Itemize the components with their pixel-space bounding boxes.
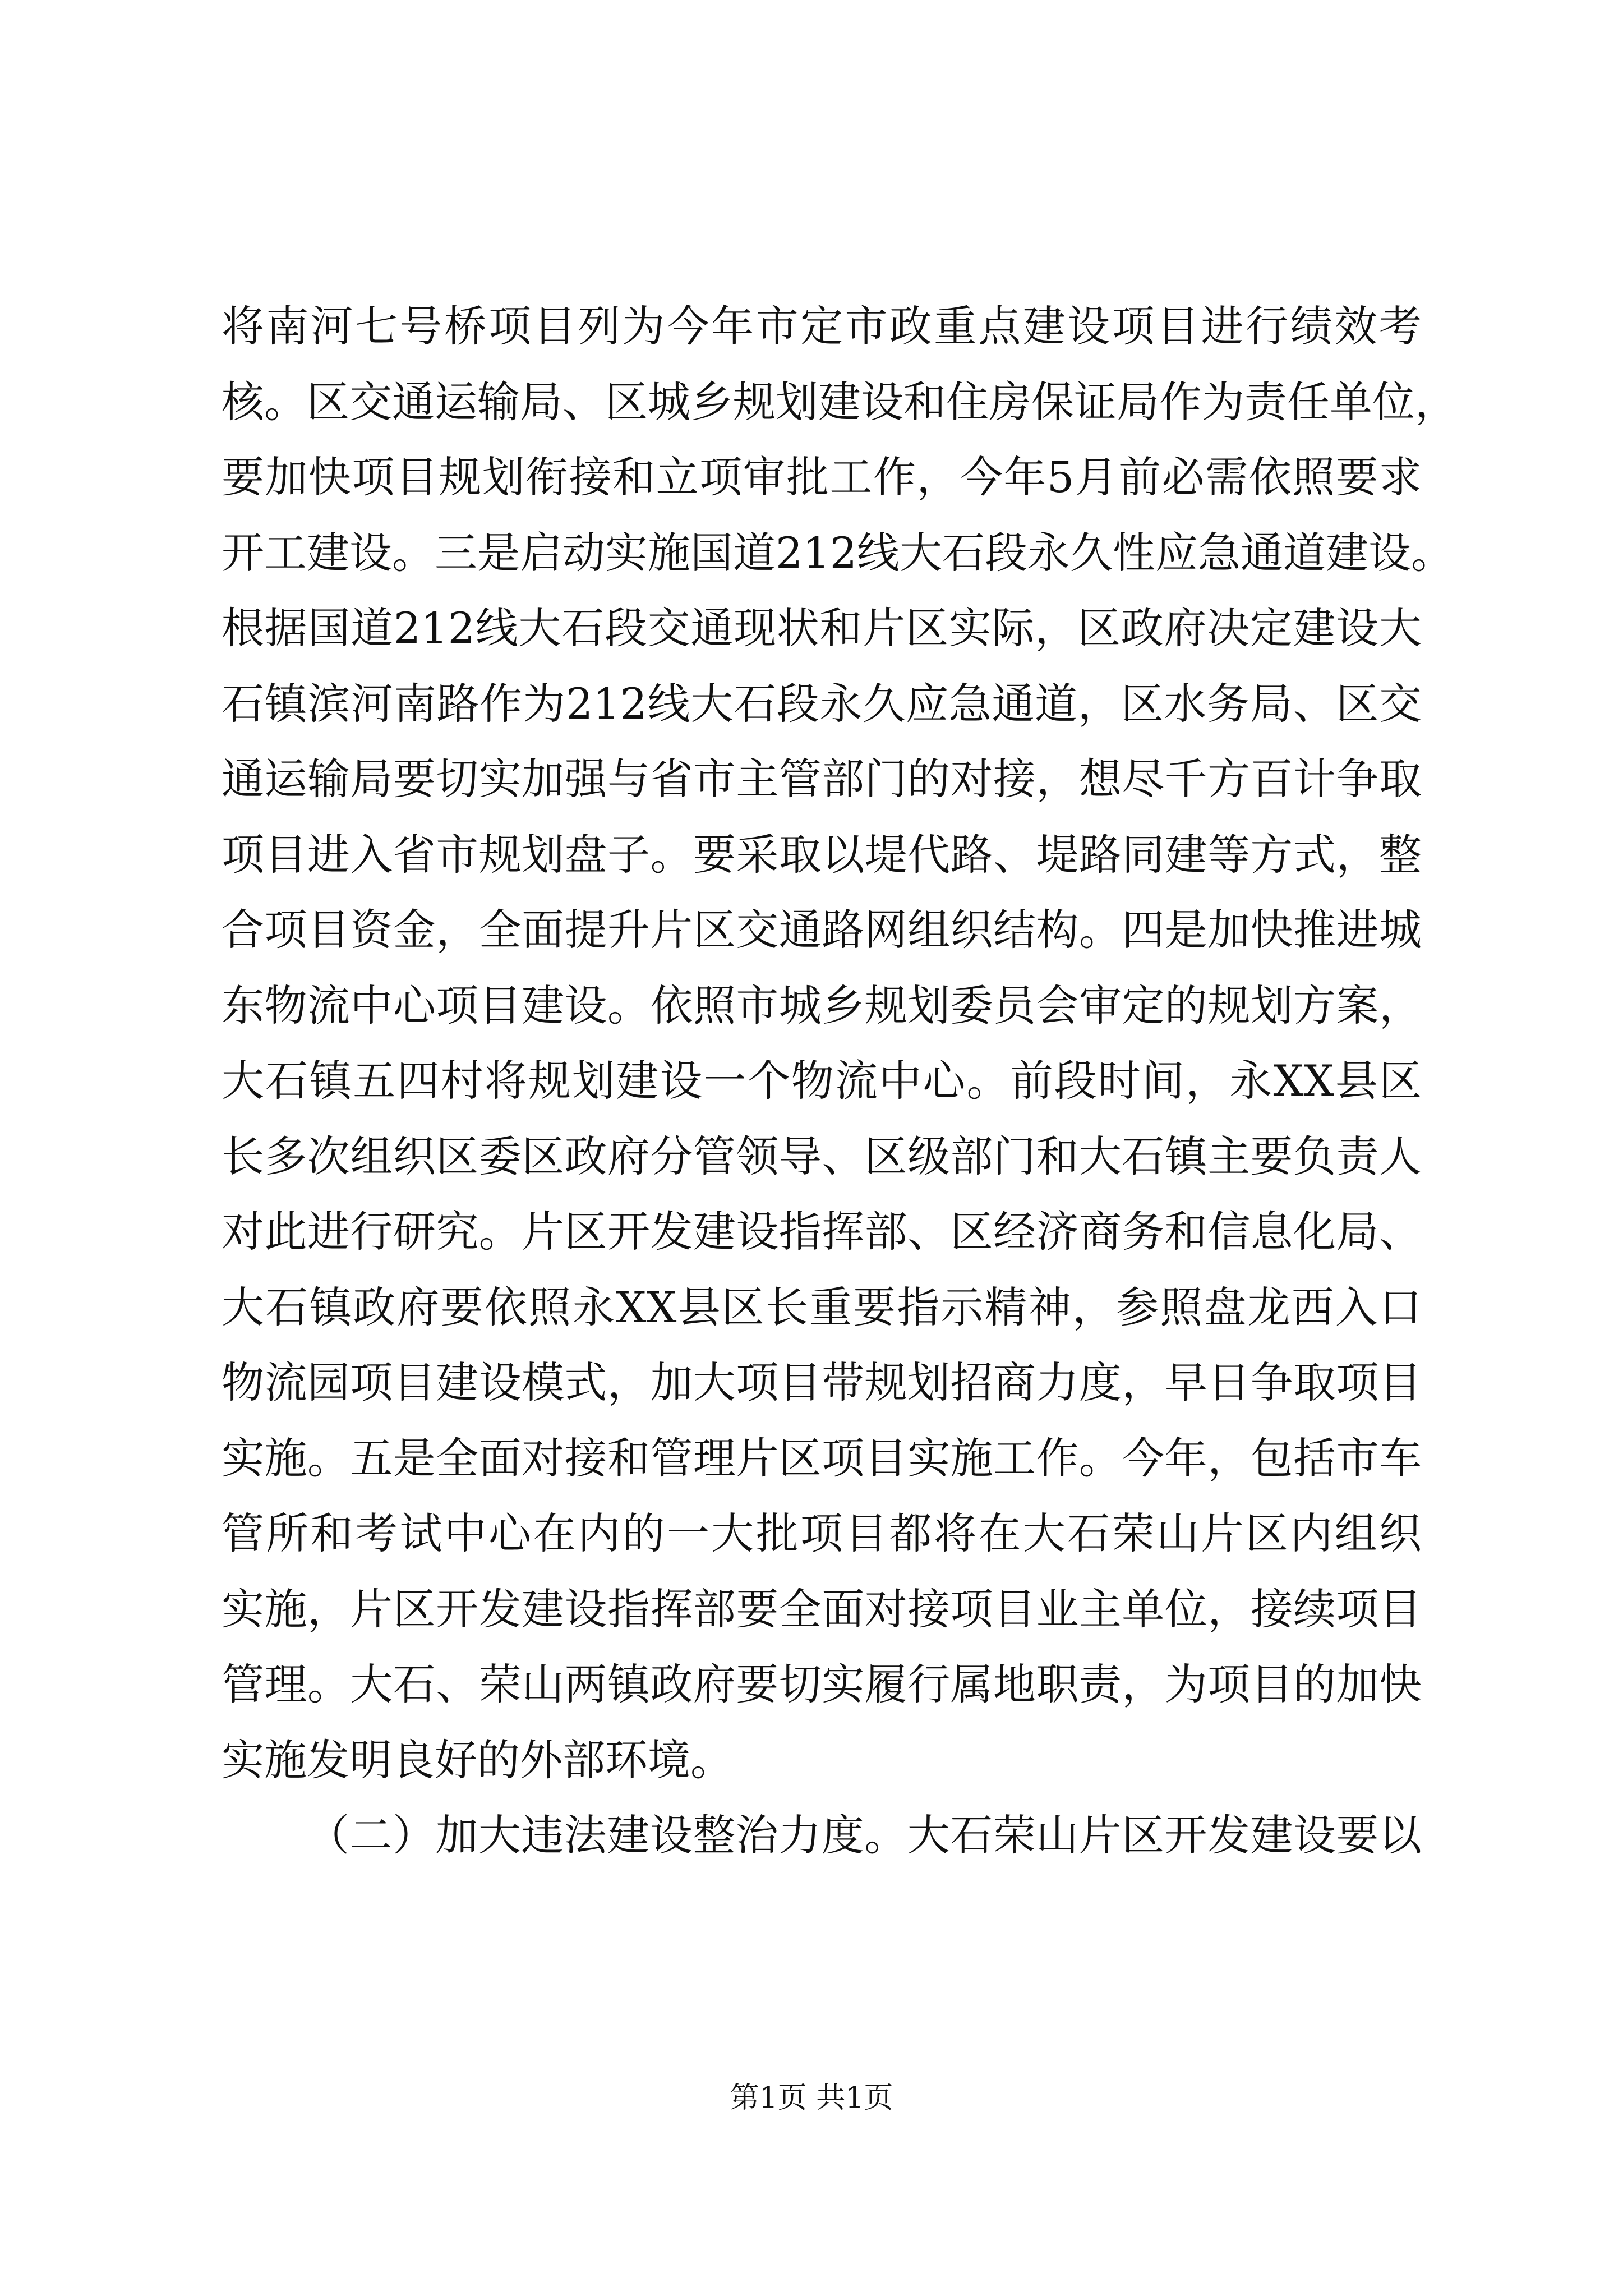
- page-footer: [0, 2076, 1623, 2120]
- body-line: 东物流中心项目建设。依照市城乡规划委员会审定的规划方案，: [222, 980, 1422, 1030]
- body-line: 将南河七号桥项目列为今年市定市政重点建设项目进行绩效考: [222, 301, 1422, 351]
- body-line: 管所和考试中心在内的一大批项目都将在大石荣山片区内组织: [222, 1508, 1422, 1558]
- body-line: 开工建设。三是启动实施国道212线大石段永久性应急通道建设。: [222, 527, 1454, 578]
- body-line: 合项目资金，全面提升片区交通路网组织结构。四是加快推进城: [222, 905, 1422, 955]
- paragraph-end-line: 实施发明良好的外部环境。: [222, 1734, 733, 1785]
- body-line: 实施。五是全面对接和管理片区项目实施工作。今年，包括市车: [222, 1433, 1422, 1483]
- body-line: 大石镇政府要依照永XX县区长重要指示精神，参照盘龙西入口: [222, 1282, 1422, 1332]
- body-line: 物流园项目建设模式，加大项目带规划招商力度，早日争取项目: [222, 1358, 1422, 1407]
- body-line: 石镇滨河南路作为212线大石段永久应急通道，区水务局、区交: [222, 678, 1422, 729]
- body-line: 实施，片区开发建设指挥部要全面对接项目业主单位，接续项目: [222, 1584, 1422, 1634]
- page-number-label: 第1页 共1页: [730, 2081, 893, 2115]
- document-body: [222, 289, 1458, 1874]
- body-line: 要加快项目规划衔接和立项审批工作，今年5月前必需依照要求: [222, 452, 1422, 502]
- body-line: 对此进行研究。片区开发建设指挥部、区经济商务和信息化局、: [222, 1207, 1422, 1257]
- body-line: 大石镇五四村将规划建设一个物流中心。前段时间，永XX县区: [222, 1056, 1422, 1106]
- body-line: 项目进入省市规划盘子。要采取以堤代路、堤路同建等方式，整: [222, 829, 1422, 880]
- body-line: 管理。大石、荣山两镇政府要切实履行属地职责，为项目的加快: [222, 1659, 1422, 1709]
- body-line: 核。区交通运输局、区城乡规划建设和住房保证局作为责任单位，: [222, 376, 1458, 427]
- body-line: 通运输局要切实加强与省市主管部门的对接，想尽千方百计争取: [222, 754, 1422, 804]
- body-line: 根据国道212线大石段交通现状和片区实际，区政府决定建设大: [222, 603, 1422, 653]
- section-heading-line: （二）加大违法建设整治力度。大石荣山片区开发建设要以: [307, 1810, 1422, 1860]
- body-line: 长多次组织区委区政府分管领导、区级部门和大石镇主要负责人: [222, 1131, 1422, 1181]
